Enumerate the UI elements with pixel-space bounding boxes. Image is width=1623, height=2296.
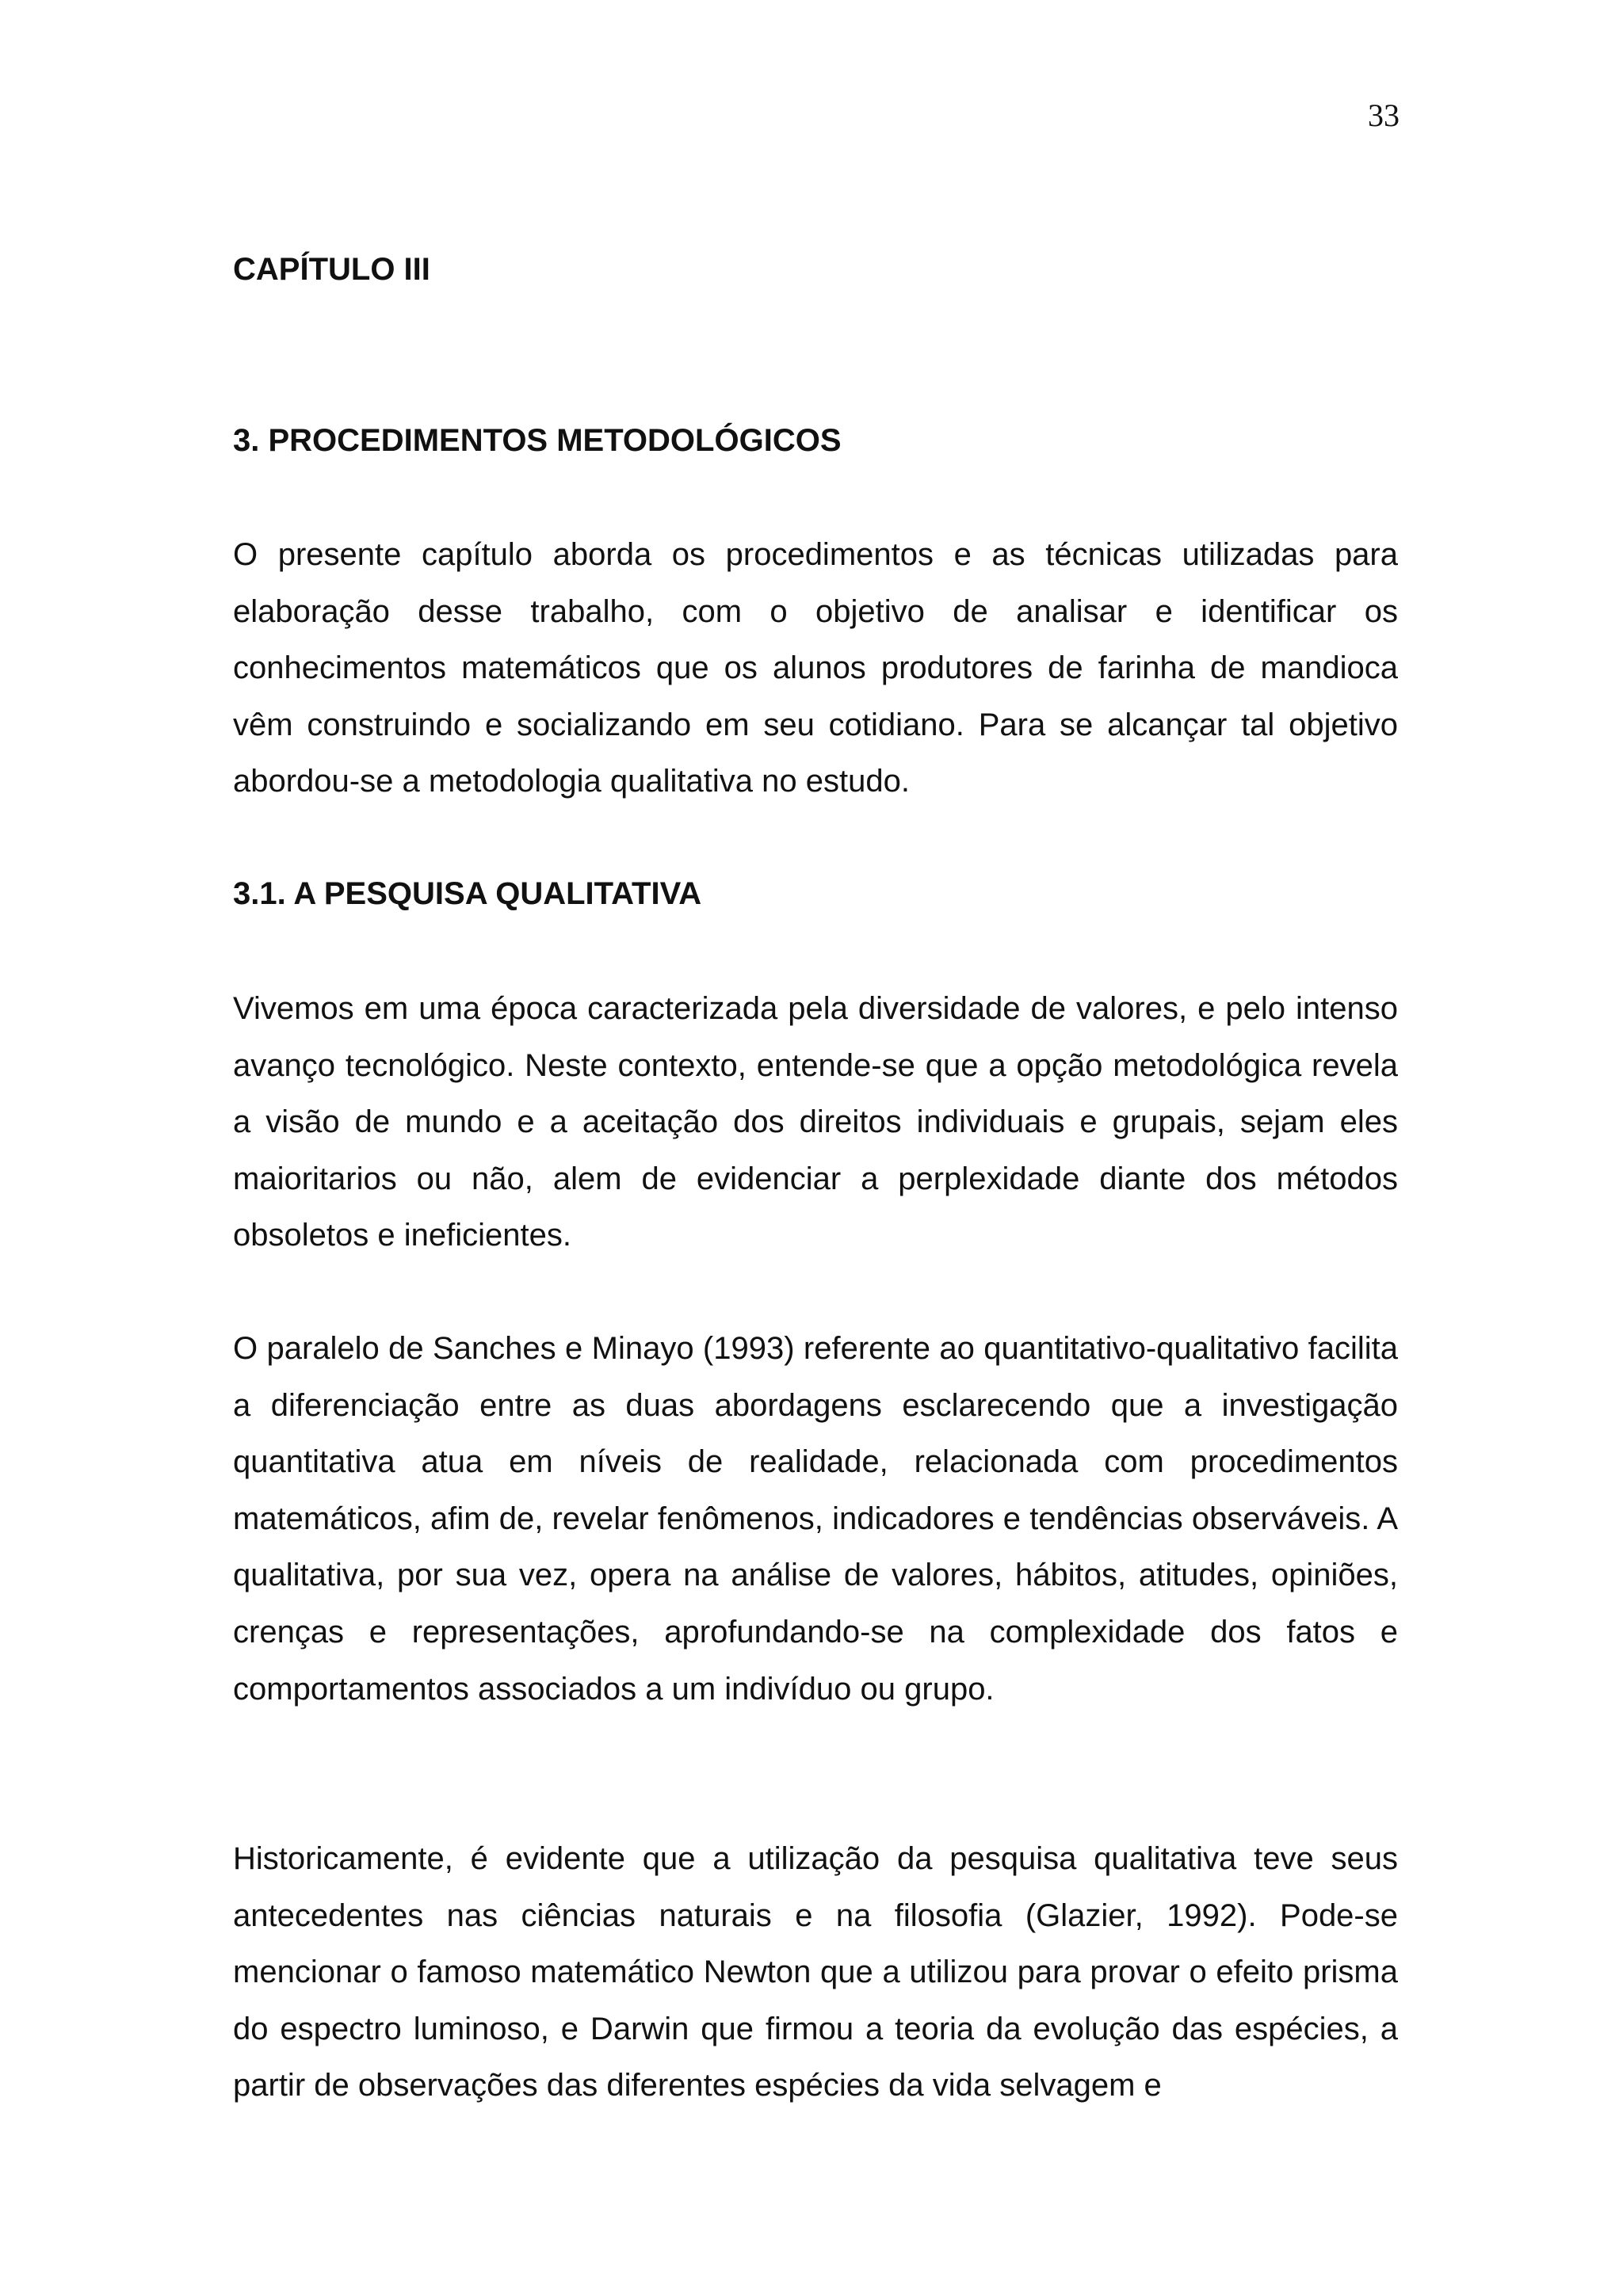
section-title: 3. PROCEDIMENTOS METODOLÓGICOS <box>233 423 842 458</box>
subsection-title: 3.1. A PESQUISA QUALITATIVA <box>233 876 702 911</box>
intro-paragraph: O presente capítulo aborda os procedimentos e as técnicas utilizadas para elaboração desse trabalho, com o objetivo de analisar e identificar os conhecimentos matemáticos que os alunos produtores de farinha de mandioca vêm construindo e socializando em seu cotidiano. Para se alcançar tal objetivo abordou-se a metodologia qualitativa no estudo. <box>233 537 1398 799</box>
body-paragraph: Vivemos em uma época caracterizada pela diversidade de valores, e pelo intenso avanço tecnológico. Neste contexto, entende-se que a opção metodológica revela a visão de mundo e a aceitação dos direitos individuais e grupais, sejam eles maioritarios ou não, alem de evidenciar a perplexidade diante dos métodos obsoletos e ineficientes. <box>233 991 1398 1253</box>
body-paragraph: O paralelo de Sanches e Minayo (1993) referente ao quantitativo-qualitativo facilita a diferenciação entre as duas abordagens esclarecendo que a investigação quantitativa atua em níveis de realidade, relacionada com procedimentos matemáticos, afim de, revelar fenômenos, indicadores e tendências observáveis. A qualitativa, por sua vez, opera na análise de valores, hábitos, atitudes, opiniões, crenças e representações, aprofundando-se na complexidade dos fatos e comportamentos associados a um indivíduo ou grupo. <box>233 1331 1398 1707</box>
page-number: 33 <box>1368 97 1400 133</box>
body-paragraph: Historicamente, é evidente que a utilização da pesquisa qualitativa teve seus antecedentes nas ciências naturais e na filosofia (Glazier, 1992). Pode-se mencionar o famoso matemático Newton que a utilizou para provar o efeito prisma do espectro luminoso, e Darwin que firmou a teoria da evolução das espécies, a partir de observações das diferentes espécies da vida selvagem e <box>233 1841 1398 2103</box>
chapter-label: CAPÍTULO III <box>233 252 430 287</box>
